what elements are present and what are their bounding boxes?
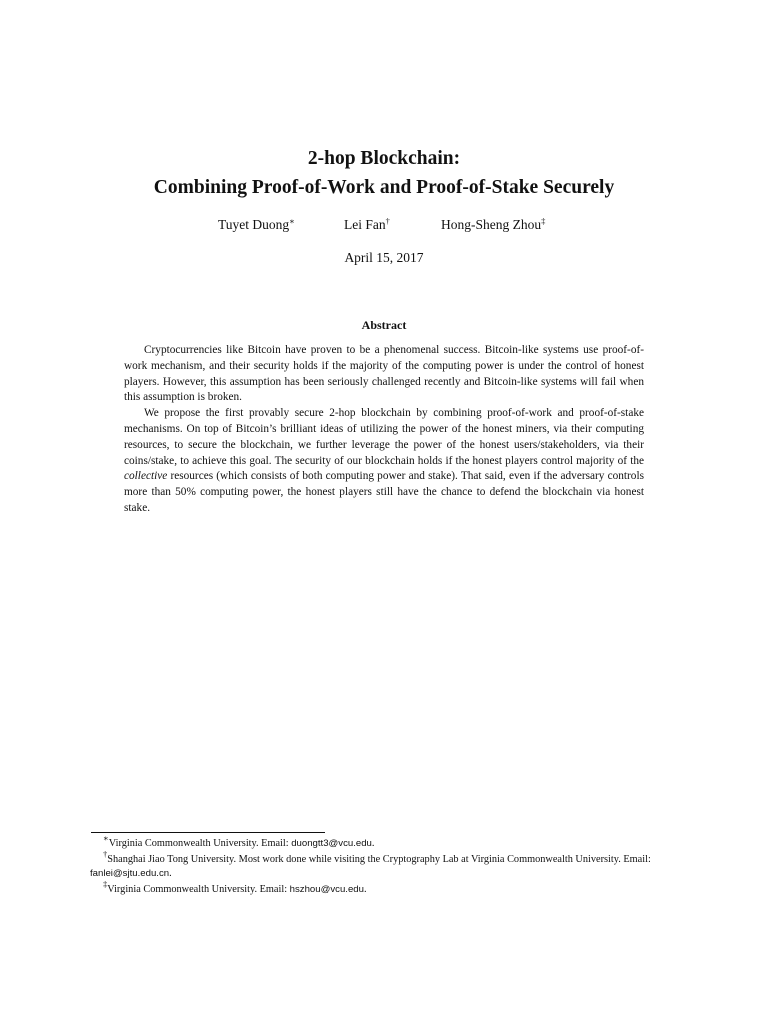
abstract-heading: Abstract <box>361 318 407 332</box>
footnote-mark: ‡ <box>103 879 108 889</box>
author-name: Lei Fan <box>344 217 386 232</box>
abstract-body <box>124 343 644 517</box>
title-line-1: 2-hop Blockchain: <box>307 148 461 169</box>
footnote-email: hszhou@vcu.edu <box>289 884 364 895</box>
footnote-mark: ∗ <box>103 833 109 843</box>
footnote-email: fanlei@sjtu.edu.cn <box>90 868 170 879</box>
author-footnote-mark: ‡ <box>541 216 546 226</box>
author-hong-sheng-zhou <box>441 217 545 233</box>
footnote-suffix: . <box>371 838 375 849</box>
footnote-text: Virginia Commonwealth University. Email: <box>108 838 292 849</box>
author-footnote-mark: † <box>385 216 390 226</box>
footnote-2 <box>90 849 680 881</box>
abstract-paragraph-2-text: resources (which consists of both computing power and stake). That said, even if the adversary controls more than 50% computing power, the honest players still have the chance to defend the blockchain via honest stake. <box>124 470 644 514</box>
abstract-paragraph-2-text: We propose the first provably secure 2-hop blockchain by combining proof-of-work and proof-of-stake mechanisms. On top of Bitcoin’s brilliant ideas of utilizing the power of the honest miners, via their computing resources, to secure the blockchain, we further leverage the power of the honest users/stakeholders, via their coins/stake, to achieve this goal. The security of our blockchain holds if the honest players control majority of the <box>124 407 644 467</box>
footnote-suffix: . <box>363 884 367 895</box>
paper-title <box>0 144 768 202</box>
author-list <box>0 217 768 237</box>
author-name: Hong-Sheng Zhou <box>441 217 542 232</box>
paper-date: April 15, 2017 <box>344 250 424 265</box>
footnote-divider <box>91 832 325 833</box>
abstract-paragraph-1: Cryptocurrencies like Bitcoin have proven to be a phenomenal success. Bitcoin-like systems use proof-of-work mechanism, and their security holds if the majority of the computing power is under the control of honest players. However, this assumption has been seriously challenged recently and Bitcoin-like systems will fail when this assumption is broken. <box>124 344 644 404</box>
footnote-1 <box>90 833 680 851</box>
title-line-2: Combining Proof-of-Work and Proof-of-Stake Securely <box>153 177 615 198</box>
footnote-text: Shanghai Jiao Tong University. Most work done while visiting the Cryptography Lab at Virginia Commonwealth University. Email: <box>107 854 651 865</box>
footnote-mark: † <box>103 849 108 859</box>
footnotes <box>90 833 680 899</box>
footnote-text: Virginia Commonwealth University. Email: <box>107 884 290 895</box>
footnote-suffix: . <box>169 868 172 879</box>
author-lei-fan <box>344 217 390 233</box>
abstract-paragraph-2 <box>124 406 644 517</box>
author-footnote-mark: ∗ <box>289 216 295 226</box>
footnote-email: duongtt3@vcu.edu <box>291 838 372 849</box>
emphasized-word: collective <box>124 470 168 483</box>
author-tuyet-duong <box>218 217 295 233</box>
author-name: Tuyet Duong <box>218 217 290 232</box>
footnote-3 <box>90 879 680 897</box>
